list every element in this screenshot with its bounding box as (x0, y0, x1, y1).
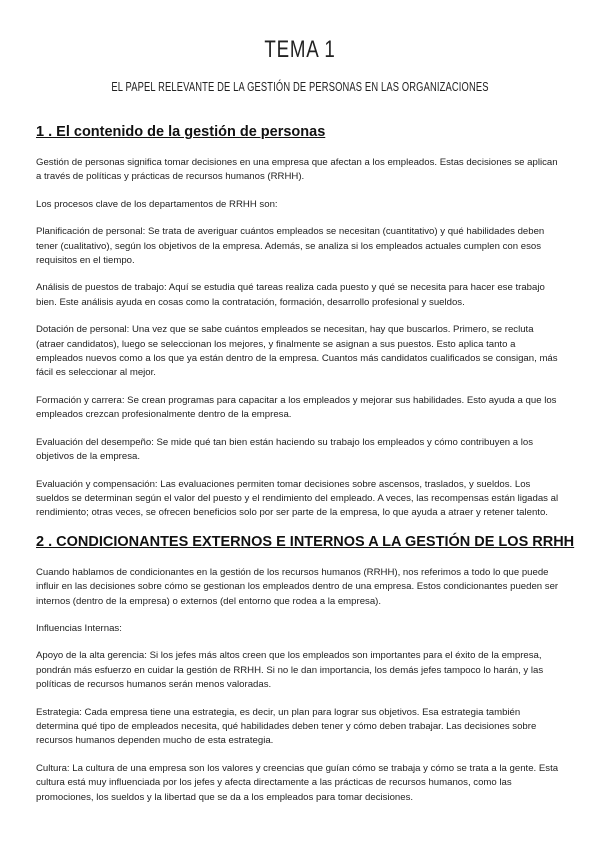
document-body (36, 124, 575, 818)
paragraph: Cuando hablamos de condicionantes en la gestión de los recursos humanos (RRHH), nos referimos a todo lo que puede influir en las decisiones sobre cómo se gestionan los empleados dentro de una empresa. Estos condicionantes pueden ser internos (dentro de la empresa) o externos (del entorno que rodea a la empresa). (36, 566, 559, 607)
document-subtitle: EL PAPEL RELEVANTE DE LA GESTIÓN DE PERSONAS EN LAS ORGANIZACIONES (111, 79, 489, 94)
section-1-heading: 1 . El contenido de la gestión de personas (36, 124, 326, 140)
paragraph: Formación y carrera: Se crean programas para capacitar a los empleados y mejorar sus habilidades. Esto ayuda a que los empleados crezcan profesionalmente dentro de la empresa. (36, 394, 557, 421)
paragraph: Estrategia: Cada empresa tiene una estrategia, es decir, un plan para lograr sus objetivos. Esa estrategia también determina qué tipo de empleados necesita, qué habilidades deben tener y cómo deben trabajar. Las decisiones sobre recursos humanos dependen mucho de esta estrategia. (36, 706, 537, 747)
paragraph: Evaluación y compensación: Las evaluaciones permiten tomar decisiones sobre ascensos, traslados, y sueldos. Los sueldos se determinan según el valor del puesto y el rendimiento del empleado. A veces, las recompensas están ligadas al rendimiento; otras veces, se ofrecen beneficios solo por ser parte de la empresa, lo que ayuda a atraer y retener talento. (36, 478, 559, 519)
document-title: TEMA 1 (264, 36, 336, 63)
paragraph: Planificación de personal: Se trata de averiguar cuántos empleados se necesitan (cuantitativo) y qué habilidades deben tener (cualitativo), según los objetivos de la empresa. Además, se analiza si los empleados actuales cumplen con esos requisitos en el tiempo. (36, 226, 545, 267)
paragraph: Análisis de puestos de trabajo: Aquí se estudia qué tareas realiza cada puesto y qué se necesita para hacer ese trabajo bien. Este análisis ayuda en cosas como la contratación, formación, desarrollo profesional y sueldos. (36, 282, 545, 308)
section-2-heading: 2 . CONDICIONANTES EXTERNOS E INTERNOS A LA GESTIÓN DE LOS RRHH (36, 533, 575, 550)
paragraph: Dotación de personal: Una vez que se sabe cuántos empleados se necesitan, hay que buscarlos. Primero, se recluta (atraer candidatos), luego se seleccionan los mejores, y finalmente se asignan a sus puestos. Esto aplica tanto a empleados nuevos como a los que ya están dentro de la empresa. Cuantos más candidatos cualificados se consigan, más fácil es seleccionar al mejor. (36, 324, 558, 379)
paragraph: Los procesos clave de los departamentos de RRHH son: (36, 198, 278, 210)
paragraph: Evaluación del desempeño: Se mide qué tan bien están haciendo su trabajo los empleados y cómo contribuyen a los objetivos de la empresa. (36, 436, 534, 463)
paragraph: Cultura: La cultura de una empresa son los valores y creencias que guían cómo se trabaja y cómo se trata a la gente. Esta cultura está muy influenciada por los jefes y afecta directamente a las prácticas de recursos humanos, como las promociones, los sueldos y la libertad que se da a los empleados para tomar decisiones. (36, 762, 559, 803)
paragraph: Influencias Internas: (36, 622, 122, 634)
paragraph: Apoyo de la alta gerencia: Si los jefes más altos creen que los empleados son importantes para el éxito de la empresa, pondrán más esfuerzo en cuidar la gestión de RRHH. Si no le dan importancia, los demás jefes tampoco lo harán, y las políticas de recursos humanos serán menos valoradas. (36, 650, 544, 691)
paragraph: Gestión de personas significa tomar decisiones en una empresa que afectan a los empleados. Estas decisiones se aplican a través de políticas y prácticas de recursos humanos (RRHH). (36, 157, 558, 183)
